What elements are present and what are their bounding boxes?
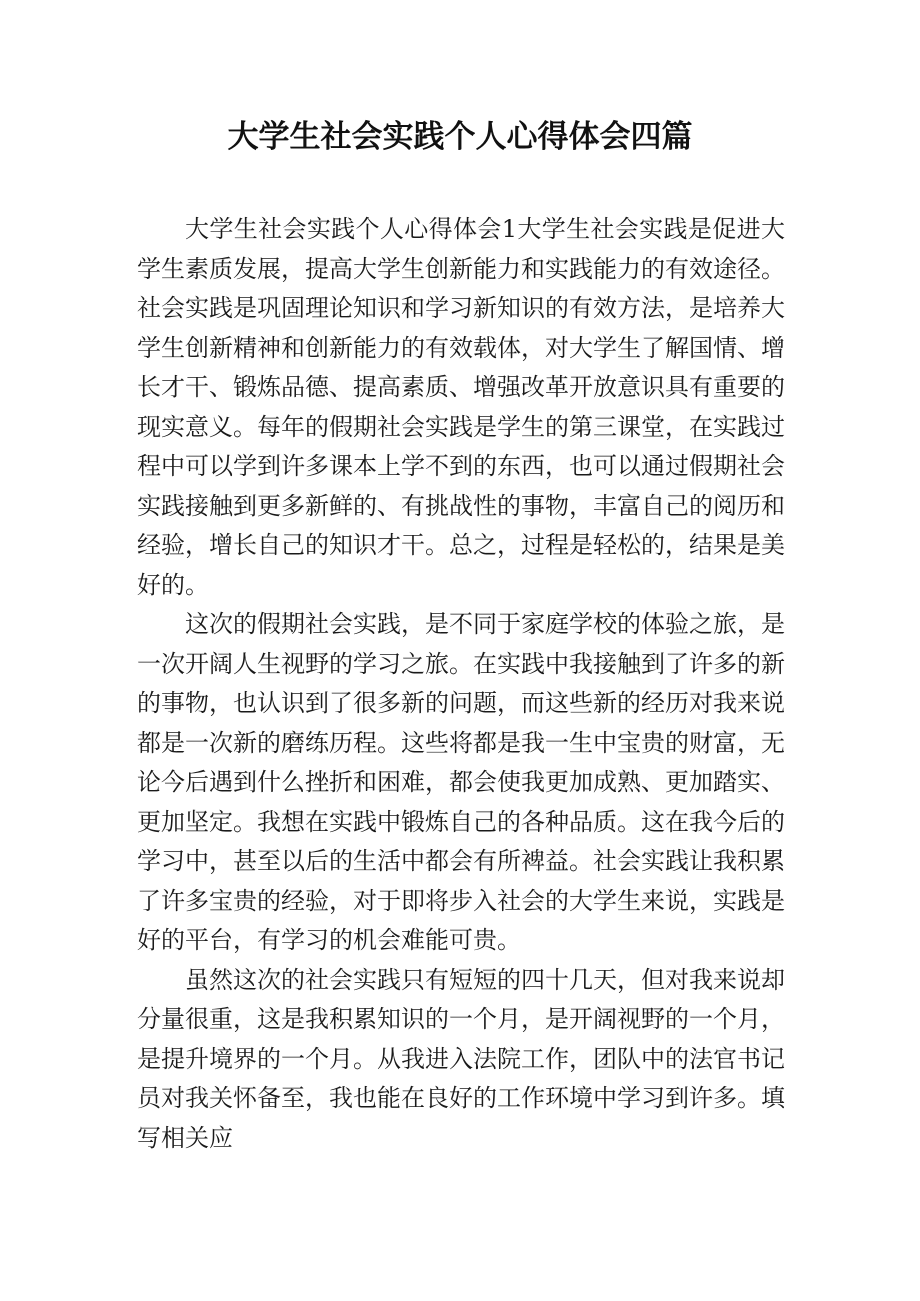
- paragraph-2: 这次的假期社会实践，是不同于家庭学校的体验之旅，是一次开阔人生视野的学习之旅。在实践中我接触到了许多的新的事物，也认识到了很多新的问题，而这些新的经历对我来说都是一次新的磨练历程。这些将都是我一生中宝贵的财富，无论今后遇到什么挫折和困难，都会使我更加成熟、更加踏实、更加坚定。我想在实践中锻炼自己的各种品质。这在我今后的学习中，甚至以后的生活中都会有所裨益。社会实践让我积累了许多宝贵的经验，对于即将步入社会的大学生来说，实践是好的平台，有学习的机会难能可贵。: [137, 610, 785, 954]
- document-body: [137, 210, 785, 1158]
- paragraph-3: 虽然这次的社会实践只有短短的四十几天，但对我来说却分量很重，这是我积累知识的一个月，是开阔视野的一个月，是提升境界的一个月。从我进入法院工作，团队中的法官书记员对我关怀备至，我也能在良好的工作环境中学习到许多。填写相关应: [137, 965, 785, 1152]
- paragraph-1: 大学生社会实践个人心得体会1大学生社会实践是促进大学生素质发展，提高大学生创新能力和实践能力的有效途径。社会实践是巩固理论知识和学习新知识的有效方法，是培养大学生创新精神和创新能力的有效载体，对大学生了解国情、增长才干、锻炼品德、提高素质、增强改革开放意识具有重要的现实意义。每年的假期社会实践是学生的第三课堂，在实践过程中可以学到许多课本上学不到的东西，也可以通过假期社会实践接触到更多新鲜的、有挑战性的事物，丰富自己的阅历和经验，增长自己的知识才干。总之，过程是轻松的，结果是美好的。: [137, 215, 785, 599]
- document-title: 大学生社会实践个人心得体会四篇: [227, 119, 693, 155]
